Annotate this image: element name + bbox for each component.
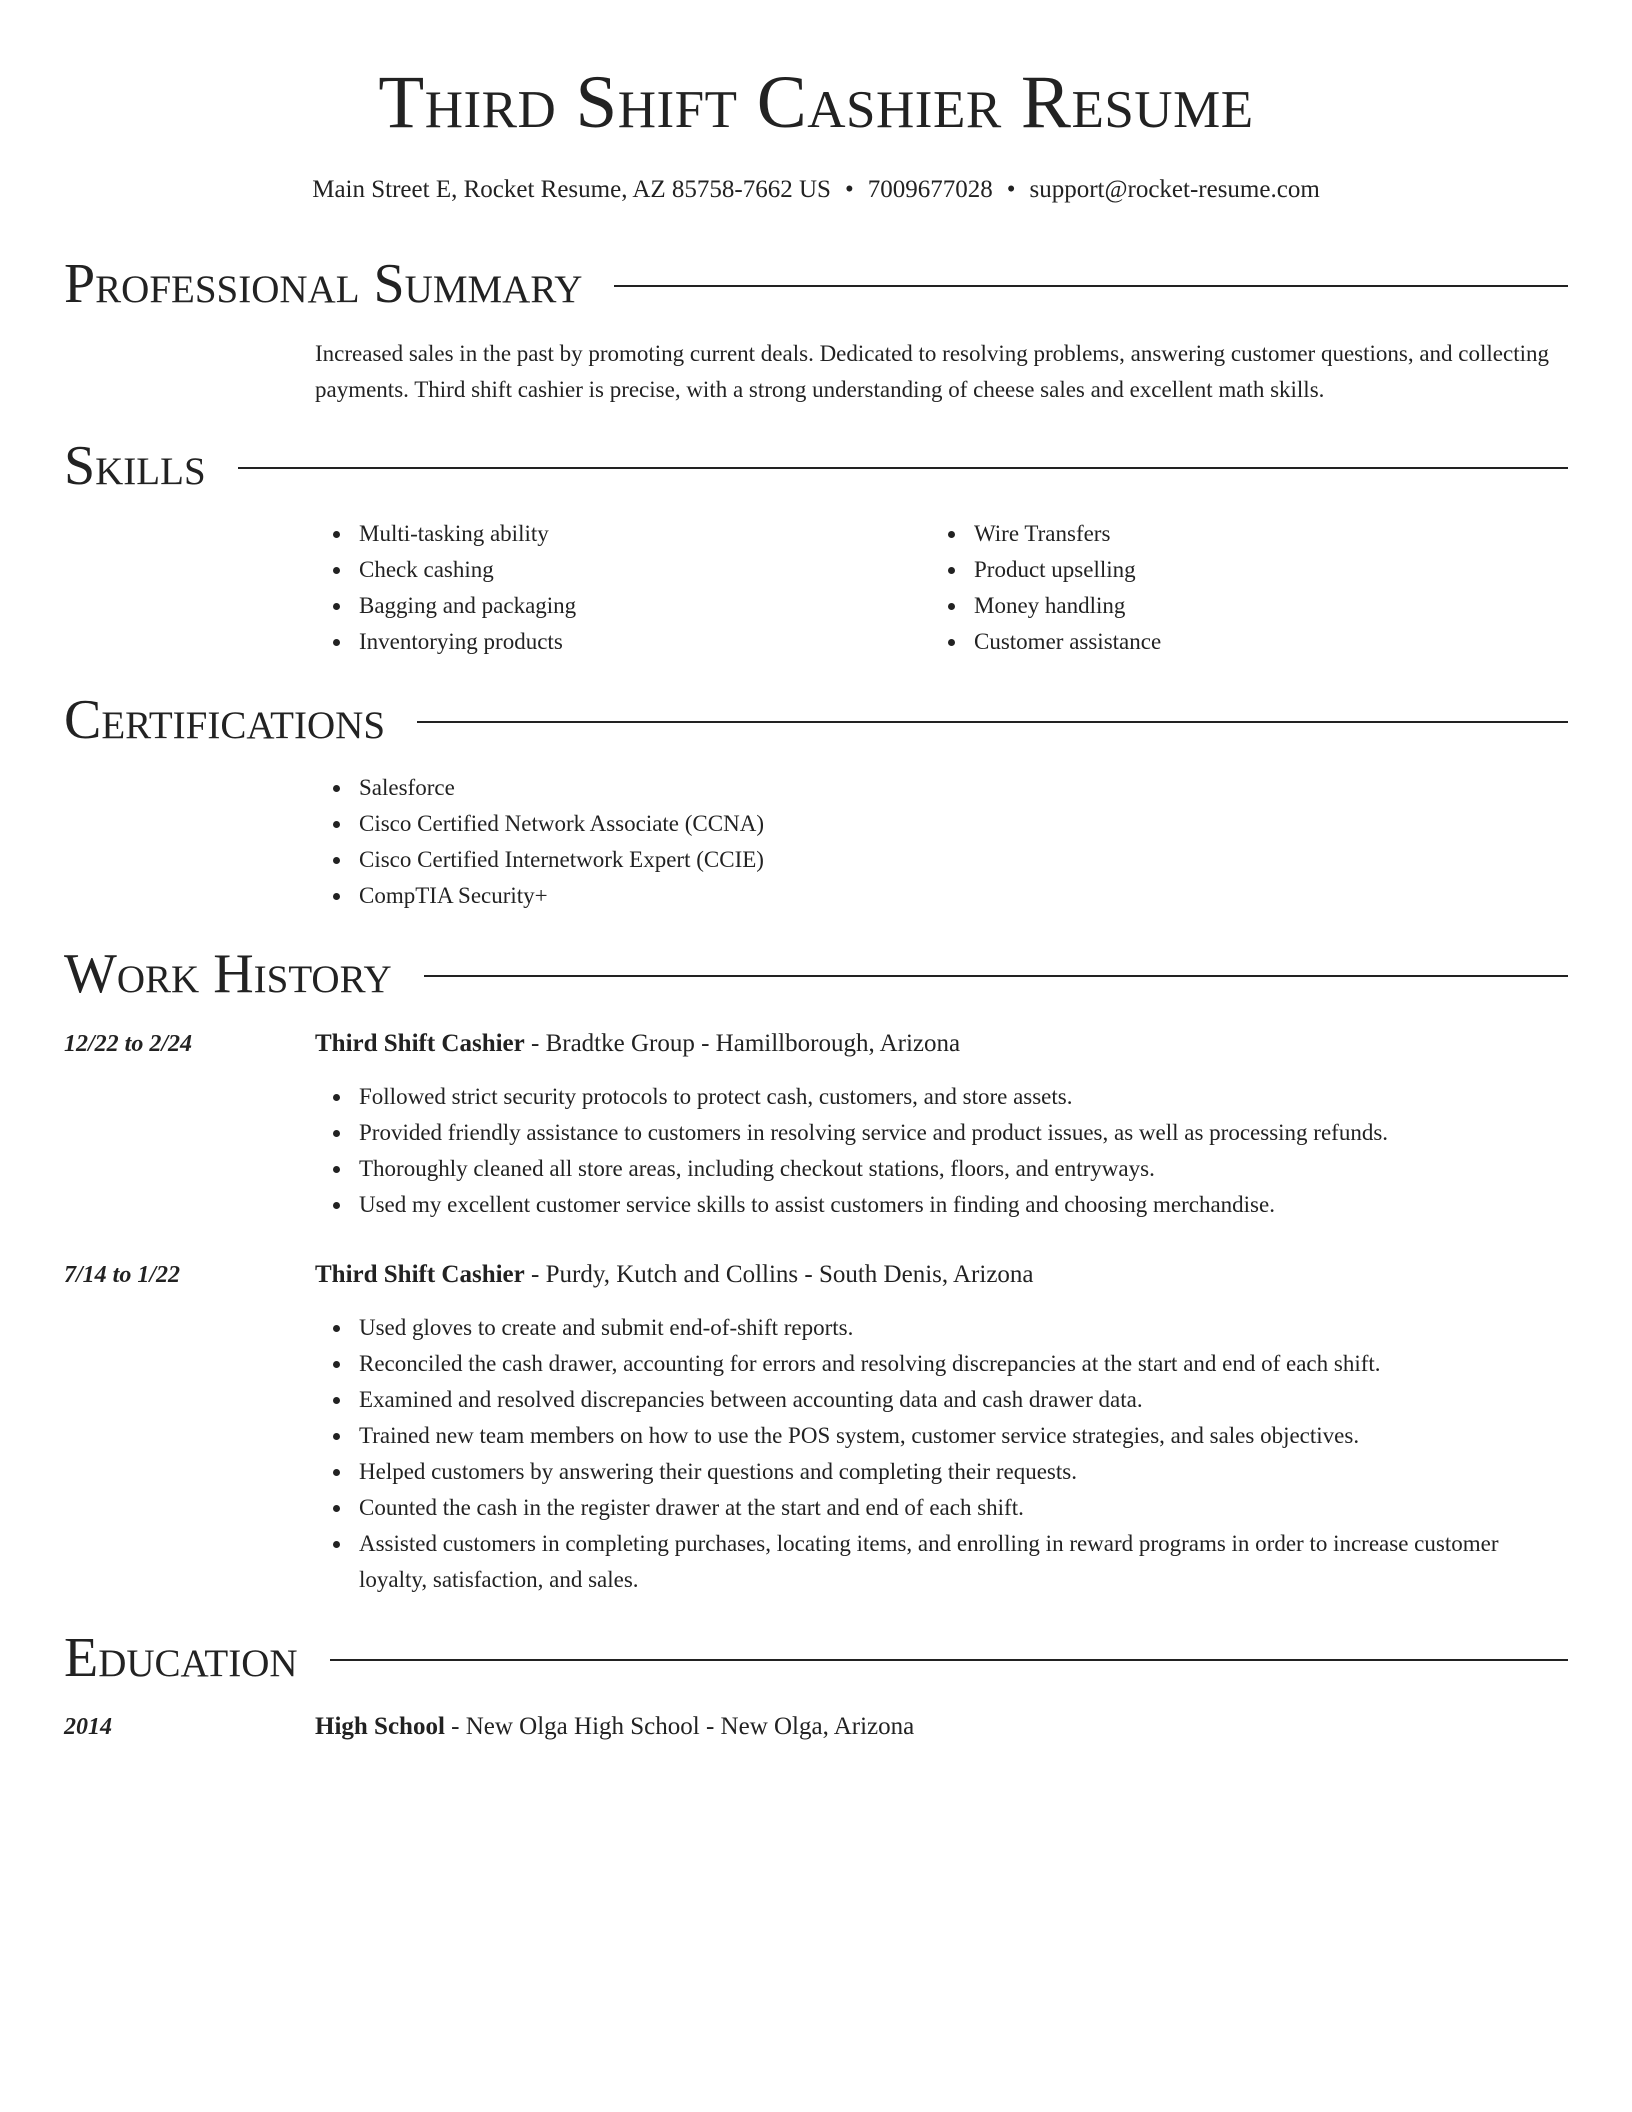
certification-item: CompTIA Security+ (359, 878, 1568, 914)
skills-heading: Skills (64, 435, 206, 497)
education-year: 2014 (64, 1714, 112, 1740)
job-title: Third Shift Cashier (315, 1261, 525, 1288)
resume-title: Third Shift Cashier Resume (378, 61, 1254, 144)
education-heading: Education (64, 1627, 298, 1689)
summary-heading: Professional Summary (64, 253, 583, 315)
certification-item: Cisco Certified Network Associate (CCNA) (359, 806, 1568, 842)
skill-item: Check cashing (359, 552, 915, 588)
job-duty-item: Assisted customers in completing purchases, locating items, and enrolling in reward programs in order to increase customer loyalty, satisfaction, and sales. (359, 1526, 1568, 1598)
skill-item: Product upselling (974, 552, 1530, 588)
job-dates: 12/22 to 2/24 (64, 1031, 193, 1057)
job-duty-item: Thoroughly cleaned all store areas, including checkout stations, floors, and entryways. (359, 1151, 1568, 1187)
job-duty-item: Reconciled the cash drawer, accounting for errors and resolving discrepancies at the start and end of each shift. (359, 1346, 1568, 1382)
certifications-list (315, 770, 1568, 914)
summary-section-header (64, 250, 1568, 318)
job-duties-list (315, 1310, 1568, 1598)
job-title-line (315, 1257, 1568, 1293)
education-degree: High School (315, 1713, 445, 1740)
skill-item: Wire Transfers (974, 516, 1530, 552)
summary-text: Increased sales in the past by promoting current deals. Dedicated to resolving problems, answering customer questions, and collecting payments. Third shift cashier is precise, with a strong understanding of cheese sales and excellent math skills. (315, 341, 1549, 402)
job-employer: - Purdy, Kutch and Collins - South Denis, Arizona (524, 1261, 1034, 1288)
certification-item: Cisco Certified Internetwork Expert (CCIE) (359, 842, 1568, 878)
section-divider (238, 467, 1568, 469)
skills-left-column (315, 516, 915, 660)
job-duty-item: Trained new team members on how to use the POS system, customer service strategies, and sales objectives. (359, 1418, 1568, 1454)
contact-phone: 7009677028 (867, 176, 993, 203)
job-duty-item: Provided friendly assistance to customers in resolving service and product issues, as well as processing refunds. (359, 1115, 1568, 1151)
work-heading: Work History (64, 943, 392, 1005)
contact-address: Main Street E, Rocket Resume, AZ 85758-7662 US (312, 176, 831, 203)
job-duty-item: Counted the cash in the register drawer at the start and end of each shift. (359, 1490, 1568, 1526)
skill-item: Multi-tasking ability (359, 516, 915, 552)
certifications-heading: Certifications (64, 689, 386, 751)
section-divider (614, 285, 1568, 287)
job-duty-item: Followed strict security protocols to protect cash, customers, and store assets. (359, 1079, 1568, 1115)
job-dates: 7/14 to 1/22 (64, 1262, 181, 1288)
skills-right-list (930, 516, 1530, 660)
skills-section-header (64, 432, 1568, 500)
job-employer: - Bradtke Group - Hamillborough, Arizona (524, 1030, 961, 1057)
skill-item: Customer assistance (974, 624, 1530, 660)
contact-line (64, 172, 1568, 208)
skills-right-column (930, 516, 1530, 660)
skill-item: Inventorying products (359, 624, 915, 660)
skill-item: Money handling (974, 588, 1530, 624)
education-line (315, 1709, 1568, 1745)
certification-item: Salesforce (359, 770, 1568, 806)
job-duty-item: Examined and resolved discrepancies between accounting data and cash drawer data. (359, 1382, 1568, 1418)
job-duties (315, 1079, 1568, 1223)
skills-left-list (315, 516, 915, 660)
job-duty-item: Used gloves to create and submit end-of-shift reports. (359, 1310, 1568, 1346)
certifications-block (315, 770, 1568, 914)
job-duties (315, 1310, 1568, 1598)
education-school: - New Olga High School - New Olga, Arizona (444, 1713, 915, 1740)
section-divider (417, 721, 1568, 723)
section-divider (424, 975, 1568, 977)
contact-email: support@rocket-resume.com (1029, 176, 1320, 203)
work-section-header (64, 940, 1568, 1008)
education-section-header (64, 1624, 1568, 1692)
section-divider (330, 1659, 1568, 1661)
job-duties-list (315, 1079, 1568, 1223)
job-duty-item: Helped customers by answering their questions and completing their requests. (359, 1454, 1568, 1490)
job-title: Third Shift Cashier (315, 1030, 525, 1057)
skill-item: Bagging and packaging (359, 588, 915, 624)
contact-separator: • (844, 176, 854, 203)
certifications-section-header (64, 686, 1568, 754)
contact-separator: • (1006, 176, 1016, 203)
job-duty-item: Used my excellent customer service skills to assist customers in finding and choosing merchandise. (359, 1187, 1568, 1223)
job-title-line (315, 1026, 1568, 1062)
